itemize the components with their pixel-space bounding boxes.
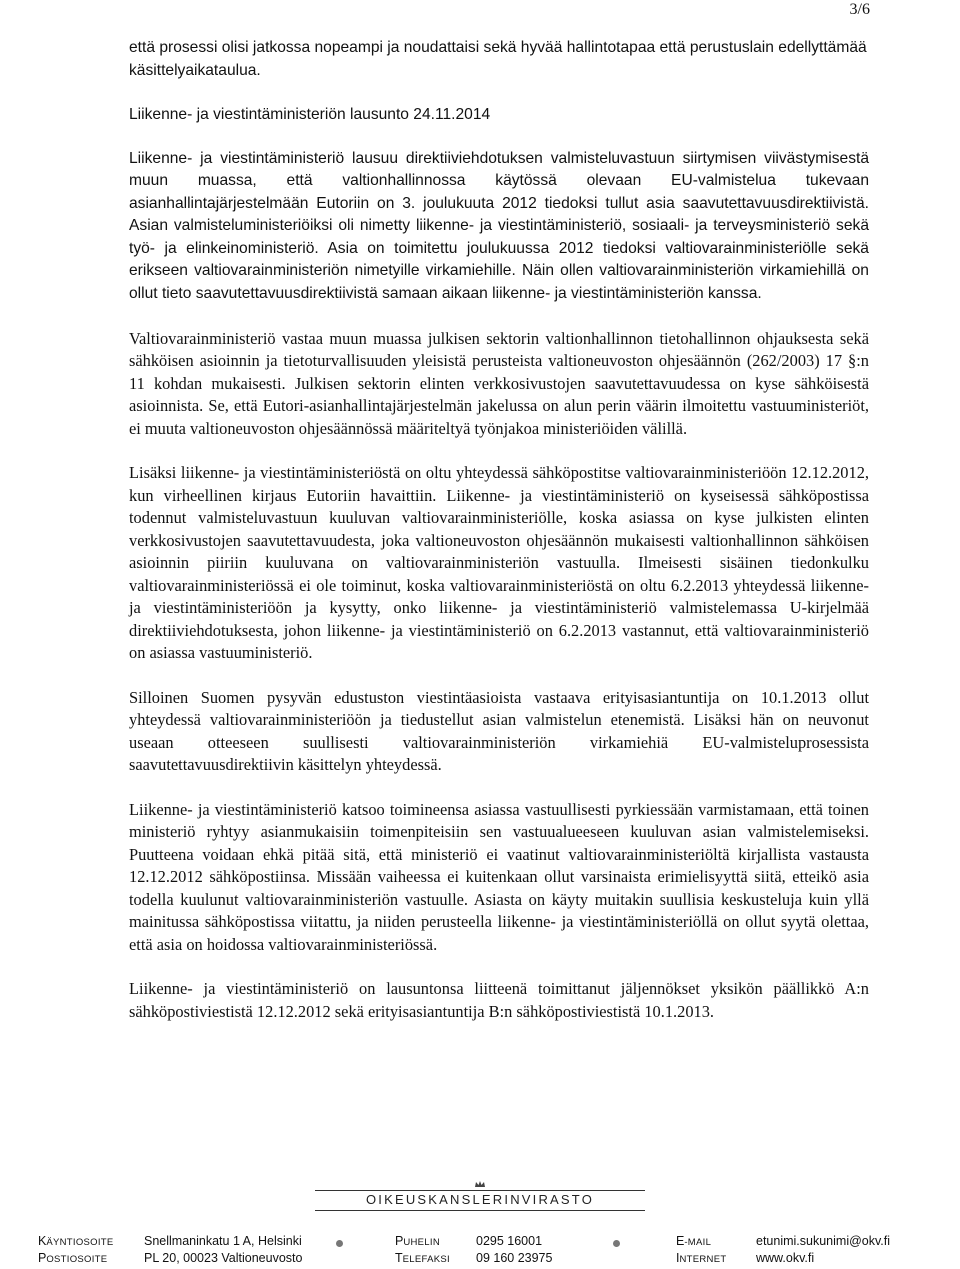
- contact-row-1: [0, 1232, 960, 1250]
- website-value: www.okv.fi: [756, 1251, 815, 1265]
- body-paragraph-5: Liikenne- ja viestintäministeriö katsoo toimineensa asiassa vastuullisesti pyrkiessään varmistamaan, että toinen ministeriö ryhtyy asianmukaisiin toimenpiteisiin sen vastuualueeseen kuuluvan asian valmistelemiseksi. Puutteena voidaan ehkä pitää sitä, että ministeriö ei vaatinut valtiovarainministeriöltä kirjallista vastausta 12.12.2012 sähköpostiinsa. Missään vaiheessa ei kuitenkaan ollut varsinaista erimielisyyttä siitä, etteikö asia todella kuulunut valtiovarainministeriön vastuulle. Asiasta on käyty muitakin suullisia keskusteluja kuin yllä mainitussa sähköpostissa viitattu, ja niiden perusteella liikenne- ja viestintäministeriöllä on ollut syytä olettaa, että asia on hoidossa valtiovarainministeriössä.: [129, 799, 869, 954]
- phone-value: 0295 16001: [476, 1234, 543, 1248]
- body-paragraph-2: Valtiovarainministeriö vastaa muun muassa julkisen sektorin valtionhallinnon tietohallinnon ohjauksesta sekä sähköisen asioinnin ja tietoturvallisuuden yleisistä perusteista valtioneuvoston ohjesäännön (262/2003) 17 §:n 11 kohdan mukaisesti. Julkisen sektorin elinten verkkosivustojen saavutettavuudessa on kyse sähköisestä asioinnista. Se, että Eutori-asianhallintajärjestelmän jakelussa on alun perin väärin ilmoitettu vastuuministeriöt, ei muuta valtioneuvoston ohjesäännössä määriteltyä työnjakoa ministeriöiden välillä.: [129, 328, 869, 438]
- logo-rule-bottom: [315, 1210, 645, 1211]
- page-number: 3/6: [849, 1, 870, 18]
- crown-icon: [474, 1180, 486, 1188]
- body-paragraph-1: Liikenne- ja viestintäministeriö lausuu direktiiviehdotuksen valmisteluvastuun siirtymisen viivästymisestä muun muassa, että valtionhallinnossa käytössä olevaan EU-valmistelua tukevaan asianhallintajärjestelmään Eutoriin on 3. joulukuuta 2012 tiedoksi tullut asia saavutettavuusdirektiivistä. Asian valmisteluministeriöiksi oli nimetty liikenne- ja viestintäministeriö, sosiaali- ja terveysministeriö sekä työ- ja elinkeinoministeriö. Asia on toimitettu joulukuussa 2012 tiedoksi valtiovarainministeriölle sekä erikseen valtiovarainministeriön nimetyille virkamiehille. Näin ollen valtiovarainministeriön virkamiehillä on ollut tieto saavutettavuusdirektiivistä samaan aikaan liikenne- ja viestintäministeriön kanssa.: [129, 149, 869, 303]
- intro-paragraph: että prosessi olisi jatkossa nopeampi ja noudattaisi sekä hyvää hallintotapaa että perustuslain edellyttämää käsittelyaikataulua.: [129, 39, 867, 79]
- section-heading: Liikenne- ja viestintäministeriön lausunto 24.11.2014: [129, 106, 491, 123]
- visit-address-label: KÄYNTIOSOITE: [38, 1234, 114, 1248]
- email-value: etunimi.sukunimi@okv.fi: [756, 1234, 891, 1248]
- website-label: INTERNET: [676, 1251, 727, 1265]
- postal-address-value: PL 20, 00023 Valtioneuvosto: [144, 1251, 303, 1265]
- institution-name: OIKEUSKANSLERINVIRASTO: [365, 1192, 595, 1207]
- phone-label: PUHELIN: [395, 1234, 440, 1248]
- document-body: [129, 37, 869, 1023]
- separator-dot: [613, 1240, 620, 1247]
- separator-dot: [336, 1240, 343, 1247]
- visit-address-value: Snellmaninkatu 1 A, Helsinki: [144, 1234, 302, 1248]
- fax-value: 09 160 23975: [476, 1251, 553, 1265]
- contact-row-2: [0, 1249, 960, 1267]
- postal-address-label: POSTIOSOITE: [38, 1251, 108, 1265]
- body-paragraph-3: Lisäksi liikenne- ja viestintäministeriöstä on oltu yhteydessä sähköpostitse valtiovarainministeriöön 12.12.2012, kun virheellinen kirjaus Eutoriin havaittiin. Liikenne- ja viestintäministeriö on kyseisessä sähköpostissa todennut valmisteluvastuun kuuluvan valtiovarainministeriölle, koska asiassa on kyse julkisten elinten verkkosivustojen saavutettavuudesta, joka valtioneuvoston ohjesäännön mukaisesti valtionhallinnon sähköisen asioinnin piiriin kuuluvana on valtiovarainministeriön vastuulla. Ilmeisesti sisäinen tiedonkulku valtiovarainministeriössä ei ole toiminut, koska valtiovarainministeriöstä on oltu 6.2.2013 yhteydessä liikenne- ja viestintäministeriöön ja kysytty, onko liikenne- ja viestintäministeriö valmistelemassa U-kirjelmää direktiiviehdotuksesta, johon liikenne- ja viestintäministeriö on 6.2.2013 vastannut, että valtiovarainministeriö on asiassa vastuuministeriö.: [129, 463, 869, 663]
- body-paragraph-6: Liikenne- ja viestintäministeriö on lausuntonsa liitteenä toimittanut jäljennökset yksikön päällikkö A:n sähköpostiviestistä 12.12.2012 sekä erityisasiantuntija B:n sähköpostiviestistä 10.1.2013.: [129, 979, 869, 1021]
- body-paragraph-4: Silloinen Suomen pysyvän edustuston viestintäasioista vastaava erityisasiantuntija on 10.1.2013 ollut yhteydessä valtiovarainministeriöön ja tiedustellut asian valmistelun etenemistä. Lisäksi hän on neuvonut useaan otteeseen suullisesti valtiovarainministeriön virkamiehiä EU-valmisteluprosessista saavutettavuusdirektiivin käsittelyn yhteydessä.: [129, 687, 869, 775]
- fax-label: TELEFAKSI: [395, 1251, 450, 1265]
- email-label: E-MAIL: [676, 1234, 712, 1248]
